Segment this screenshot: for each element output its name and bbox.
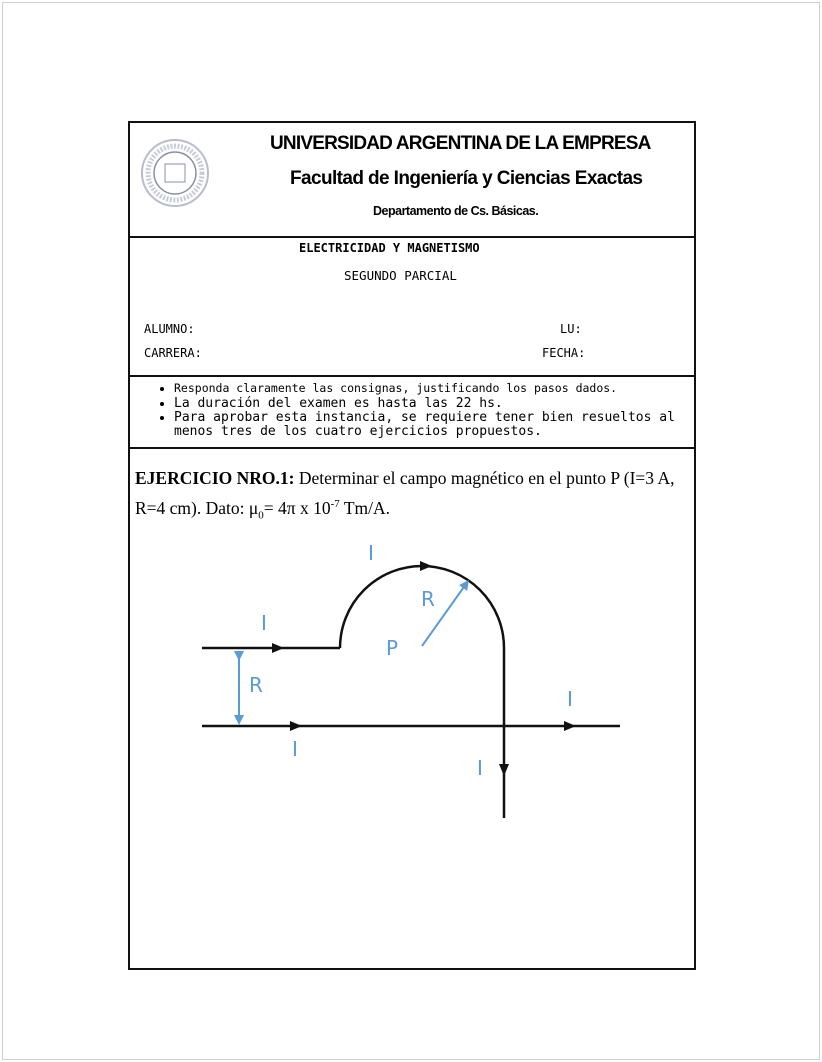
exercise-text: Tm/A. (339, 497, 391, 518)
label-i: I (477, 756, 483, 780)
faculty-name: Facultad de Ingeniería y Ciencias Exactas (290, 168, 643, 189)
current-arrow-icon (499, 764, 509, 776)
label-i: I (368, 541, 374, 565)
rule-item: • Para aprobar esta instancia, se requiere tener bien resueltos al menos tres de los cuatro ejercicios propuestos. (174, 411, 694, 439)
exercise-text: Determinar el campo magnético en el punto P (I=3 A, R=4 cm). Dato: μ (135, 468, 675, 518)
alumno-label: ALUMNO: (144, 322, 195, 336)
carrera-label: CARRERA: (144, 346, 202, 360)
label-i: I (567, 687, 573, 711)
label-i: I (292, 737, 298, 761)
rule-item: • Responda claramente las consignas, justificando los pasos dados. (174, 381, 694, 396)
current-arrow-icon (564, 721, 576, 731)
label-r: R (421, 587, 435, 611)
lu-label: LU: (560, 322, 582, 336)
rule-item: • La duración del examen es hasta las 22 hs. (174, 396, 694, 411)
fecha-label: FECHA: (542, 346, 586, 360)
current-arrow-icon (290, 721, 302, 731)
label-r: R (249, 673, 263, 697)
university-name: UNIVERSIDAD ARGENTINA DE LA EMPRESA (270, 133, 651, 154)
exponent: -7 (330, 498, 340, 510)
exercise-label: EJERCICIO NRO.1: (135, 468, 295, 488)
subject-title: ELECTRICIDAD Y MAGNETISMO (299, 241, 480, 255)
exam-title: SEGUNDO PARCIAL (344, 268, 457, 283)
department-name: Departamento de Cs. Básicas. (373, 204, 539, 218)
mu-subscript: 0 (258, 509, 264, 522)
current-arrow-icon (420, 561, 432, 571)
current-arrow-icon (272, 643, 284, 653)
label-i: I (261, 611, 267, 635)
exercise-text: = 4π x 10 (263, 497, 331, 518)
label-p: P (386, 636, 399, 660)
